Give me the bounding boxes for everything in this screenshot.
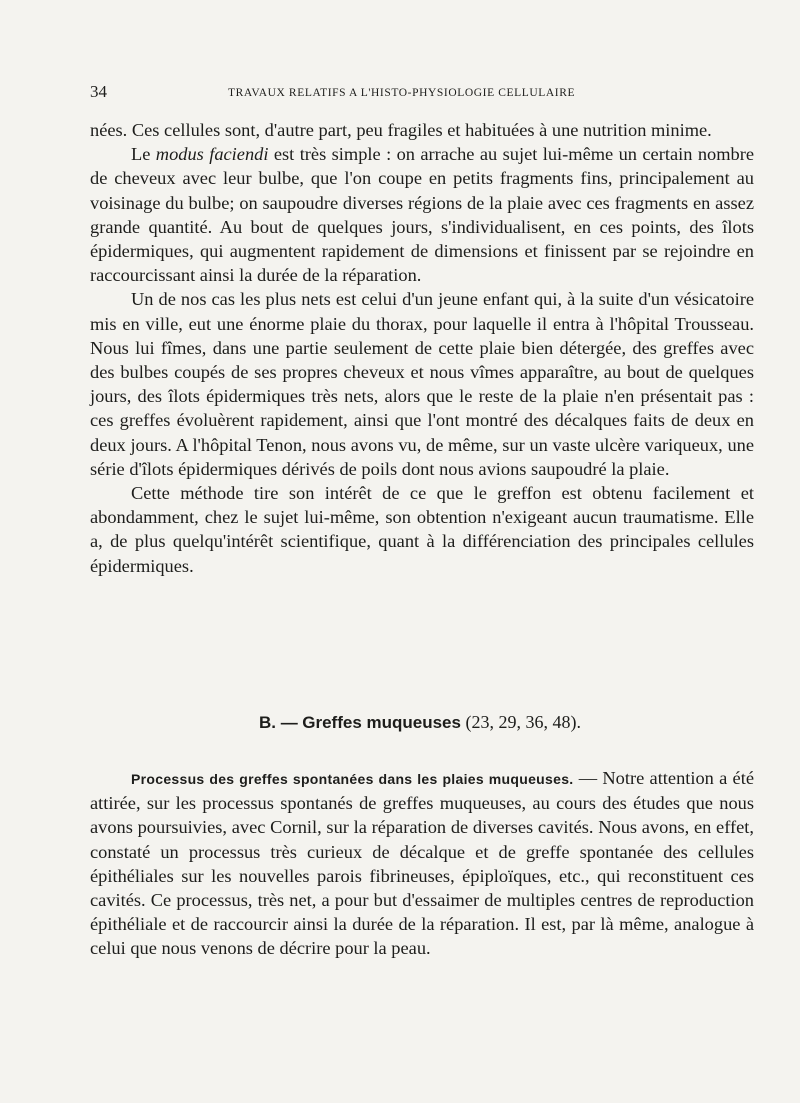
- subsection-paragraph: [90, 766, 754, 961]
- paragraph-2: [90, 142, 754, 287]
- paragraph-2-italic: modus faciendi: [155, 144, 269, 165]
- paragraph-2-rest: est très simple : on arrache au sujet lui-même un certain nombre de cheveux avec leur bulbe, que l'on coupe en petits fragments fins, principalement au voisinage du bulbe; on saupoudre diverses régions de la plaie avec ces fragments en assez grande quantité. Au bout de quelques jours, s'individualisent, en ces points, des îlots épidermiques, qui augmentent rapidement de dimensions et finissent par se rejoindre en raccourcissant ainsi la durée de la réparation.: [90, 144, 754, 286]
- section-heading: [90, 712, 750, 733]
- paragraph-3: Un de nos cas les plus nets est celui d'un jeune enfant qui, à la suite d'un vésicatoire mis en ville, eut une énorme plaie du thorax, pour laquelle il entra à l'hôpital Trousseau. Nous lui fîmes, dans une partie seulement de cette plaie bien détergée, des greffes avec des bulbes coupés de ses propres cheveux et nous vîmes apparaître, au bout de quelques jours, des îlots épidermiques très nets, alors que le reste de la plaie n'en présentait pas : ces greffes évoluèrent rapidement, ainsi que l'ont montré des décalques faits de deux en deux jours. A l'hôpital Tenon, nous avons vu, de même, sur un vaste ulcère variqueux, une série d'îlots épidermiques dérivés de poils dont nous avions saupoudré la plaie.: [90, 289, 754, 479]
- section-letter: B. —: [259, 713, 298, 732]
- page-number: 34: [90, 82, 107, 101]
- running-title: TRAVAUX RELATIFS A L'HISTO-PHYSIOLOGIE CELLULAIRE: [228, 87, 576, 99]
- paragraph-1: nées. Ces cellules sont, d'autre part, peu fragiles et habituées à une nutrition minime.: [90, 120, 712, 140]
- subsection-text: — Notre attention a été attirée, sur les processus spontanés de greffes muqueuses, au cours des études que nous avons poursuivies, avec Cornil, sur la réparation de diverses cavités. Nous avons, en effet, constaté un processus très curieux de décalque et de greffe spontanée des cellules épithéliales sur les nouvelles parois fibrineuses, épiploïques, etc., qui reconstituent ces cavités. Ce processus, très net, a pour but d'essaimer de multiples centres de reproduction épithéliale et de raccourcir ainsi la durée de la réparation. Il est, par là même, analogue à celui que nous venons de décrire pour la peau.: [90, 768, 754, 959]
- paragraph-4: Cette méthode tire son intérêt de ce que le greffon est obtenu facilement et abondamment, chez le sujet lui-même, son obtention n'exigeant aucun traumatisme. Elle a, de plus quelqu'intérêt scientifique, quant à la différenciation des principales cellules épidermiques.: [90, 483, 754, 576]
- paragraph-2-start: Le: [131, 144, 156, 165]
- subsection: [90, 766, 754, 961]
- section-refs: (23, 29, 36, 48).: [465, 712, 581, 732]
- subsection-lead: Processus des greffes spontanées dans les plaies muqueuses.: [131, 771, 574, 787]
- body-text: [90, 118, 754, 578]
- page-header: [90, 82, 750, 106]
- section-title: Greffes muqueuses: [302, 713, 461, 732]
